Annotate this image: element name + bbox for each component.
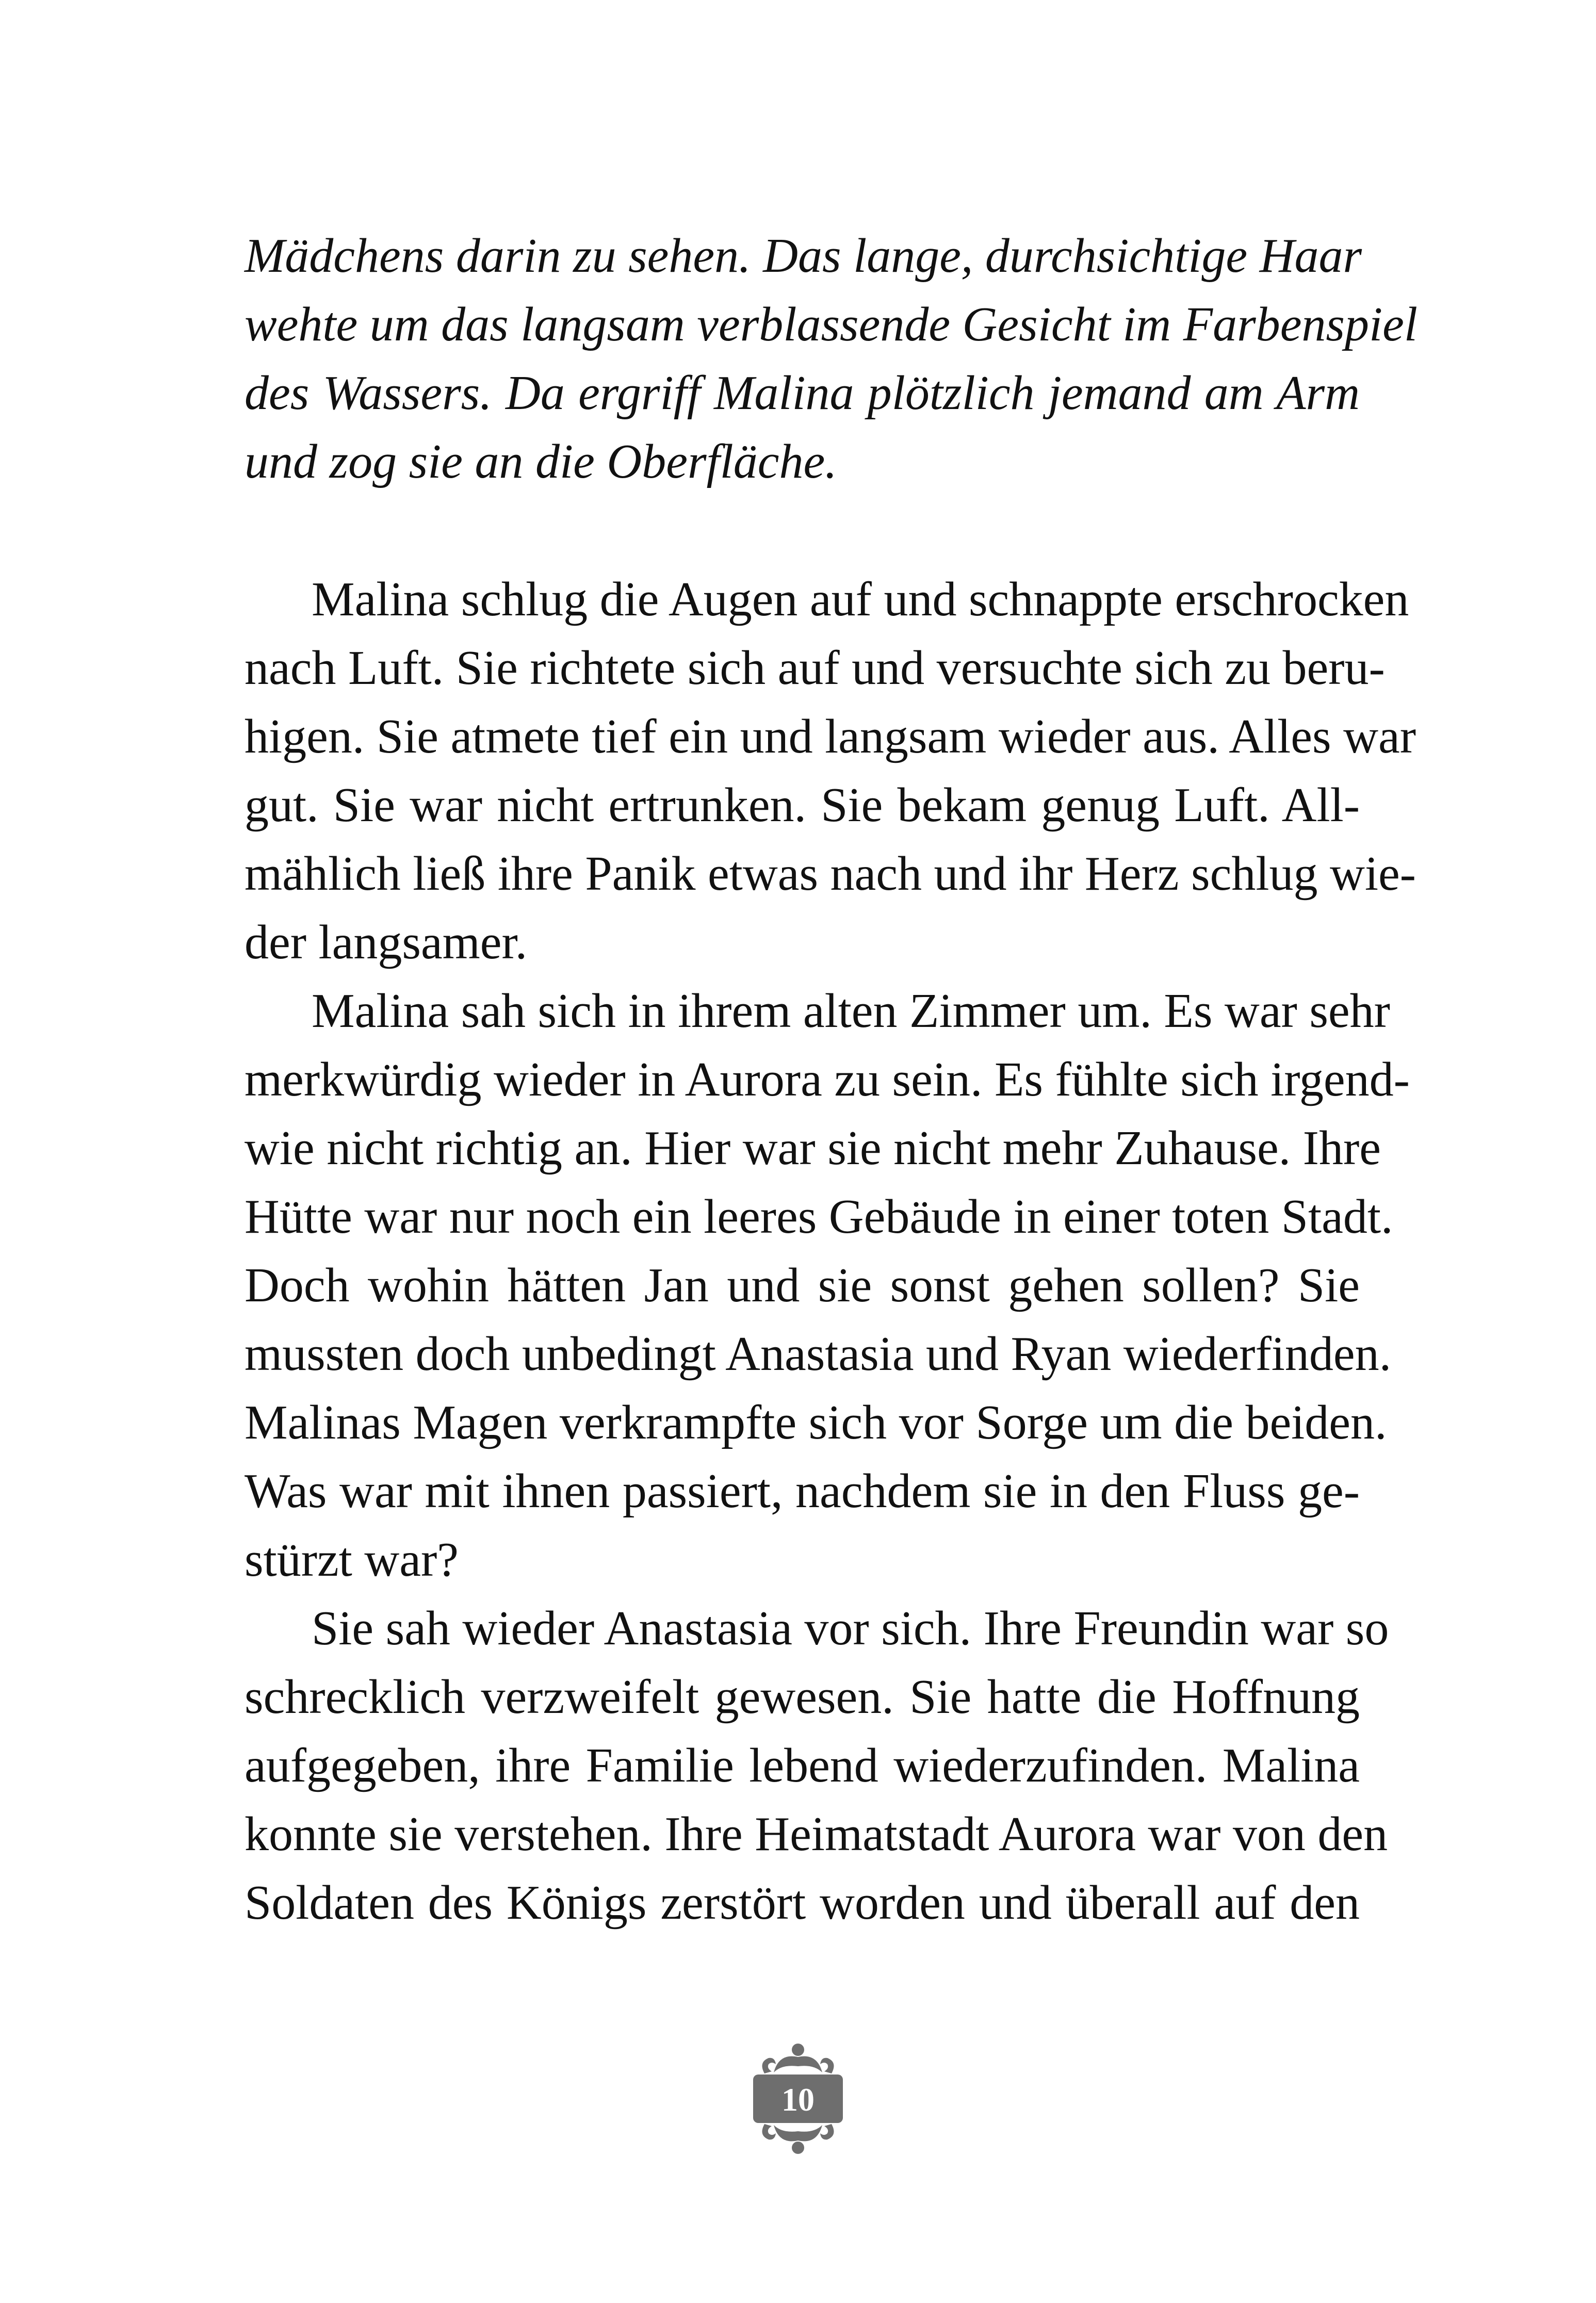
text-line: higen. Sie atmete tief ein und langsam wieder aus. Alles war <box>245 710 1416 763</box>
paragraph-2 <box>245 977 1410 1594</box>
italic-paragraph <box>245 222 1418 496</box>
text-line: wehte um das langsam verblassende Gesicht im Farbenspiel <box>245 298 1418 351</box>
paragraph-1 <box>245 565 1416 977</box>
text-line: Hütte war nur noch ein leeres Gebäude in einer toten Stadt. <box>245 1190 1393 1244</box>
text-line: schrecklich verzweifelt gewesen. Sie hatte die Hoffnung <box>245 1670 1360 1724</box>
text-line: stürzt war? <box>245 1533 459 1587</box>
text-line: und zog sie an die Oberfläche. <box>245 435 837 488</box>
text-line: Malina schlug die Augen auf und schnappte erschrocken <box>312 573 1409 626</box>
text-line: gut. Sie war nicht ertrunken. Sie bekam genug Luft. All- <box>245 778 1360 832</box>
text-line: mählich ließ ihre Panik etwas nach und ihr Herz schlug wie- <box>245 847 1416 901</box>
text-line: mussten doch unbedingt Anastasia und Ryan wiederfinden. <box>245 1327 1392 1381</box>
text-line: des Wassers. Da ergriff Malina plötzlich jemand am Arm <box>245 366 1360 420</box>
page-number-ornament <box>743 2041 853 2156</box>
text-line: Mädchens darin zu sehen. Das lange, durchsichtige Haar <box>245 229 1362 283</box>
text-line: nach Luft. Sie richtete sich auf und versuchte sich zu beru- <box>245 641 1385 695</box>
text-line: wie nicht richtig an. Hier war sie nicht mehr Zuhause. Ihre <box>245 1121 1381 1175</box>
paragraph-3 <box>245 1594 1389 1937</box>
text-line: konnte sie verstehen. Ihre Heimatstadt Aurora war von den <box>245 1807 1388 1861</box>
text-line: aufgegeben, ihre Familie lebend wiederzufinden. Malina <box>245 1739 1360 1792</box>
page-body-text <box>245 222 1418 1937</box>
text-line: Soldaten des Königs zerstört worden und überall auf den <box>245 1876 1360 1930</box>
text-line: merkwürdig wieder in Aurora zu sein. Es fühlte sich irgend- <box>245 1053 1410 1106</box>
text-line: Sie sah wieder Anastasia vor sich. Ihre Freundin war so <box>312 1602 1389 1655</box>
page-number: 10 <box>781 2081 815 2118</box>
text-line: Malinas Magen verkrampfte sich vor Sorge um die beiden. <box>245 1396 1387 1449</box>
text-line: Doch wohin hätten Jan und sie sonst gehen sollen? Sie <box>245 1259 1360 1312</box>
text-line: Malina sah sich in ihrem alten Zimmer um. Es war sehr <box>312 984 1390 1038</box>
paragraph-gap <box>245 496 1360 565</box>
text-line: der langsamer. <box>245 916 528 969</box>
text-line: Was war mit ihnen passiert, nachdem sie in den Fluss ge- <box>245 1464 1360 1518</box>
